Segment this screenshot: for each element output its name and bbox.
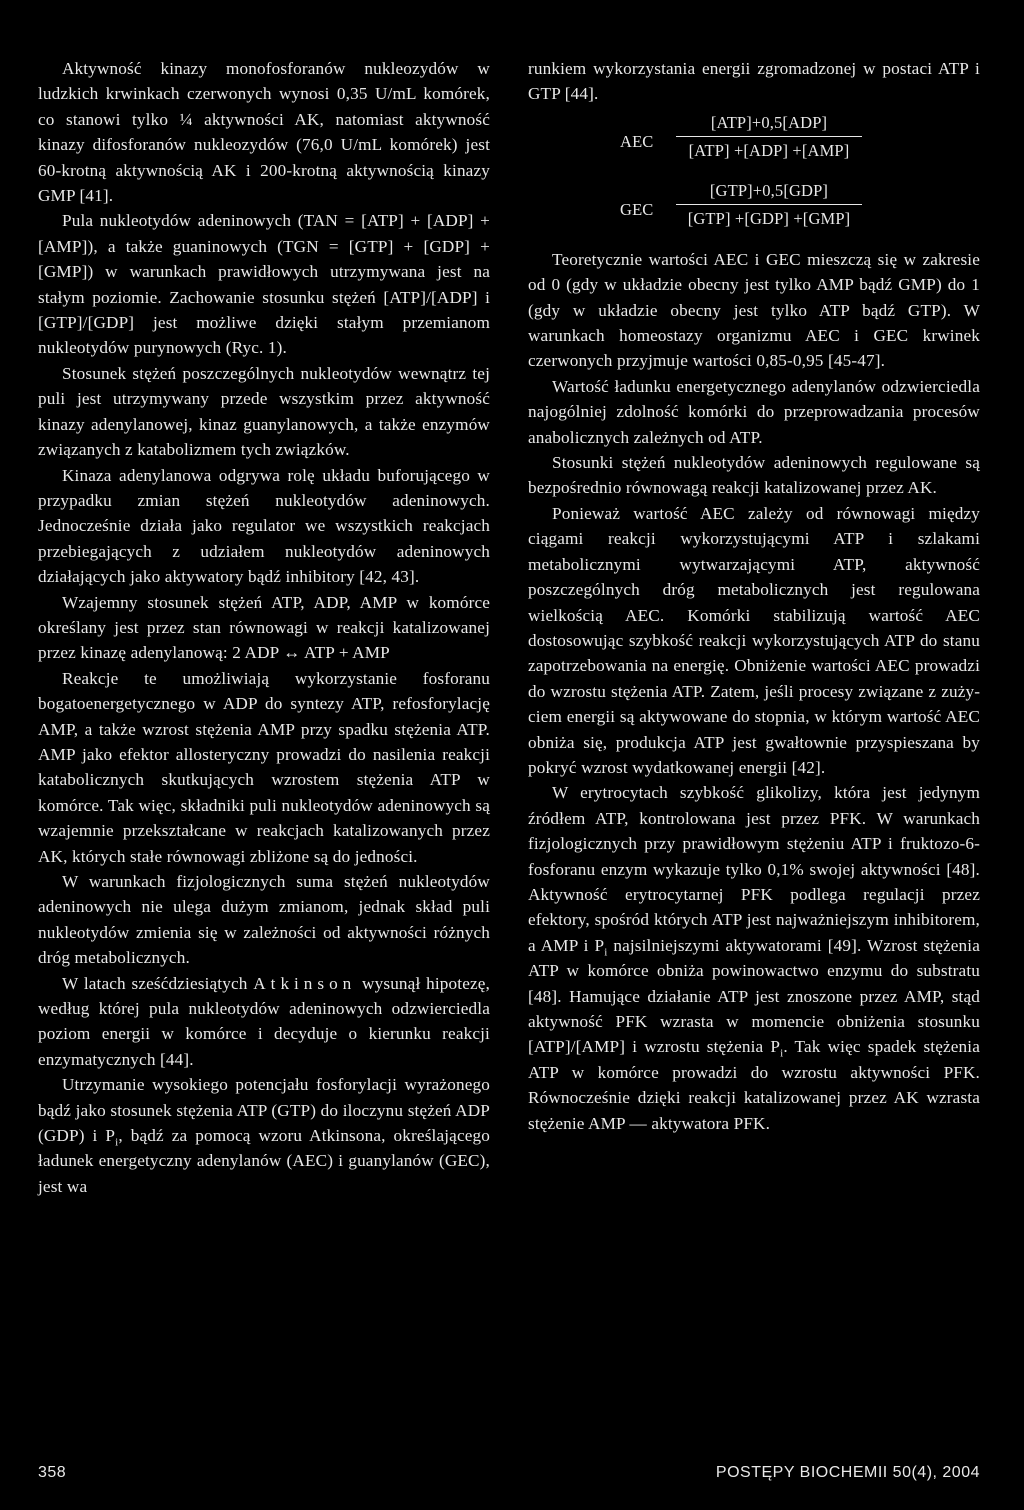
numerator: [ATP]+0,5[ADP] [710,112,828,132]
subscript: i [604,946,608,959]
subscript: i [115,1136,119,1149]
paragraph: Wartość ładunku energetycznego adenylanów odzwierciedla najogólniej zdolność komórki do przeprowadzania procesów anabolicznych zależnych od ATP. [528,376,980,447]
page-number: 358 [38,1464,67,1481]
paragraph: Kinaza adenylanowa odgrywa rolę układu buforującego w przypadku zmian stężeń nukleotydów adeninowych. Jednocześnie działa jako regulator we wszystkich reakcjach przebiegających z udziałem nukleotydów adeninowych działających jako aktywatory bądź inhibitory [42, 43]. [38,465,490,587]
paragraph-text: W latach sześćdziesiątych [62,973,248,993]
denominator: [GTP] +[GDP] +[GMP] [687,208,851,228]
formula-lhs: AEC [620,131,654,151]
paragraph [38,1072,490,1199]
fraction-bar [676,136,862,137]
subscript: i [780,1047,784,1060]
paragraph: W warunkach fizjologicznych suma stężeń nukleotydów adeninowych nie ulega dużym zmianom, jednak skład puli nukleotydów zmienia się w zależności od aktywności różnych dróg metabolicznych. [38,872,490,968]
paragraph-text: Utrzymanie wysokiego potencjału fosforylacji wyrażonego bądź jako stosunek stężenia ATP (GTP) do iloczynu stężeń ADP (GDP) i P [38,1075,490,1146]
paragraph-text: W erytrocytach szybkość glikolizy, która jest jedynym źródłem ATP, kontrolowana jest przez PFK. W warunkach fizjologicznych przy prawidłowym stężeniu ATP i fruktozo-6-fosforanu enzym wykazuje tylko 0,1% swojej aktywności [48]. Aktywność erytrocytarnej PFK podlega regulacji przez efektory, spośród których ATP jest najważniejszym inhibitorem, a AMP i P [528,783,980,955]
paragraph-text: najsilniejszymi aktywatorami [49]. Wzrost stężenia ATP w komórce obniża powinowactwo enzymu do substratu [48]. Hamujące działanie ATP jest znoszone przez AMP, stąd aktywność PFK wzrasta w momencie obniżenia stosunku [ATP]/[AMP] i wzrostu stężenia P [528,935,980,1057]
right-column [528,56,980,1136]
paragraph [38,971,490,1073]
paragraph: Aktywność kinazy monofosforanów nukleozydów w ludzkich krwinkach czerwonych wynosi 0,35 U/mL komórek, co stanowi tylko ¼ aktywności AK, natomiast aktywność kinazy difosforanów nukleozydów (76,0 U/mL komórek) jest 60-krotną aktywnością AK i 200-krotną aktywnością kinazy GMP [41]. [38,59,490,206]
author-name: Atkinson [253,973,357,993]
left-column [38,56,490,1199]
paragraph-text: wysunął hipotezę, według której pula nukleotydów adeninowych odzwierciedla poziom energii w komórce i decyduje o kierunku reakcji enzymatycznych [44]. [38,973,491,1069]
paragraph-text: , bądź za pomocą wzoru Atkinsona, określającego ładunek energetyczny adenylanów (AEC) i guanylanów (GEC), jest wa [38,1126,490,1196]
paragraph-text: . Tak więc spadek stężenia ATP w komórce prowadzi do wzrostu aktywności PFK. Równocześnie dzięki reakcji katalizowanej przez AK wzrasta stężenie AMP — aktywatora PFK. [528,1037,980,1133]
paragraph: Stosunki stężeń nukleotydów adeninowych regulowane są bezpośrednio równowagą reakcji katalizowanej przez AK. [528,453,980,498]
formula-gec [528,179,980,241]
numerator: [GTP]+0,5[GDP] [709,180,829,200]
denominator: [ATP] +[ADP] +[AMP] [688,140,850,160]
formula-lhs: GEC [620,199,654,219]
paragraph: Pula nukleotydów adeninowych (TAN = [ATP] + [ADP] + [AMP]), a także guaninowych (TGN = [GTP] + [GDP] + [GMP]) w warunkach prawidłowych utrzymywana jest na stałym poziomie. Zachowanie stosunku stężeń [ATP]/[ADP] i [GTP]/[GDP] jest możliwe dzięki stałym przemianom nukleotydów purynowych (Ryc. 1). [38,211,490,358]
paragraph: Wzajemny stosunek stężeń ATP, ADP, AMP w komórce określany jest przez stan równowagi w reakcji katalizowanej przez kinazę adenylanową: 2 ADP ↔ ATP + AMP [38,592,490,663]
journal-citation: POSTĘPY BIOCHEMII 50(4), 2004 [715,1464,980,1481]
paragraph: Reakcje te umożliwiają wykorzystanie fosforanu bogatoenergetycznego w ADP do syntezy ATP, refosforylację AMP, a także wzrost stężenia AMP przy spadku stężenia ATP. AMP jako efektor allosteryczny prowadzi do nasilenia reakcji katabolicznych skutkujących wzrostem stężenia ATP w komórce. Tak więc, składniki puli nukleotydów adeninowych są wzajemnie przekształcane w reakcjach katalizowanych przez AK, których stałe równowagi zbliżone są do jedności. [38,668,490,866]
paragraph: runkiem wykorzystania energii zgromadzonej w postaci ATP i GTP [44]. [528,59,980,104]
paragraph: Teoretycznie wartości AEC i GEC mieszczą się w zakresie od 0 (gdy w układzie obecny jest tylko AMP bądź GMP) do 1 (gdy w układzie obecny jest tylko ATP bądź GTP). W warunkach homeostazy organizmu AEC i GEC krwinek czerwonych przyjmuje wartości 0,85-0,95 [45-47]. [528,249,980,371]
formula-aec [528,111,980,173]
fraction [676,111,862,163]
paragraph: Stosunek stężeń poszczególnych nukleotydów wewnątrz tej puli jest utrzymywany przede wszystkim przez aktywność kinazy adenylanowej, kinaz guanylanowych, a także enzymów związanych z katabolizmem tych związków. [38,363,490,460]
fraction-bar [676,204,862,205]
fraction [676,179,862,231]
paragraph [528,780,980,1136]
paragraph: Ponieważ wartość AEC zależy od równowagi między ciągami reakcji wykorzystującymi ATP i szlakami metabolicznymi wytwarzającymi ATP, aktywność poszczególnych dróg metabolicznych jest regulowana wielkością AEC. Komórki stabilizują wartość AEC dostosowując szybkość reakcji wykorzystujących ATP do stanu zapotrzebowania na energię. Obniżenie wartości AEC prowadzi do wzrostu stężenia ATP. Zatem, jeśli procesy związane z zużyciem energii są aktywowane do stopnia, w którym wartość AEC obniża się, produkcja ATP jest gwałtownie przyspieszana by pokryć wzrost wydatkowanej energii [42]. [528,503,980,777]
